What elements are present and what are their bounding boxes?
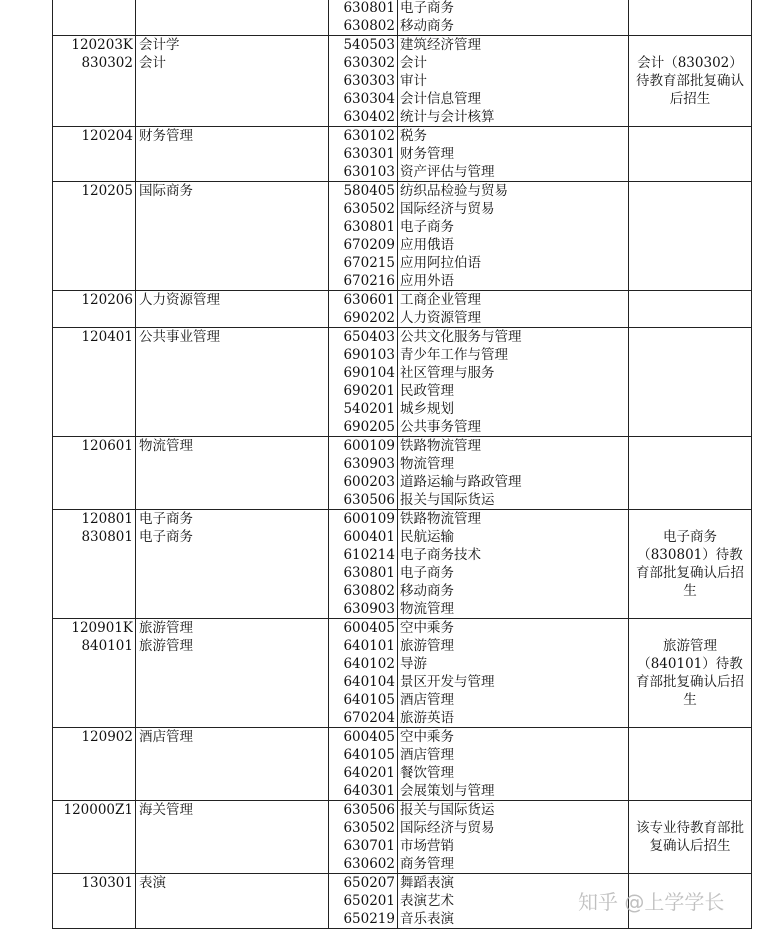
vocational-code-cell-line: 650207 [343, 875, 395, 891]
vocational-code-cell-line: 600203 [343, 474, 395, 490]
table-row [53, 437, 752, 510]
vocational-name-cell-line: 国际经济与贸易 [400, 201, 495, 217]
vocational-name-cell-line: 会计 [400, 55, 427, 71]
vocational-name-cell-line: 空中乘务 [400, 729, 454, 745]
table-row [53, 127, 752, 182]
vocational-name-cell-line: 电子商务技术 [400, 547, 481, 563]
undergrad-code-cell-line: 120000Z1 [63, 802, 133, 818]
vocational-code-cell-line: 690202 [343, 310, 395, 326]
vocational-name-cell-line: 应用阿拉伯语 [400, 255, 481, 271]
vocational-name-cell-line: 市场营销 [400, 838, 454, 854]
undergrad-name-cell-line: 会计 [139, 55, 166, 71]
vocational-name-cell [398, 291, 629, 328]
undergrad-name-cell-line: 物流管理 [139, 438, 193, 454]
table-row [53, 291, 752, 328]
vocational-code-cell [329, 328, 398, 437]
vocational-name-cell-line: 表演艺术 [400, 893, 454, 909]
undergrad-code-cell-line: 120401 [81, 329, 133, 345]
undergrad-name-cell [136, 36, 329, 127]
table-row [53, 728, 752, 801]
undergrad-name-cell [136, 127, 329, 182]
vocational-code-cell-line: 650219 [343, 911, 395, 927]
vocational-name-cell-line: 酒店管理 [400, 747, 454, 763]
vocational-name-cell-line: 铁路物流管理 [400, 511, 481, 527]
undergrad-code-cell [53, 291, 136, 328]
undergrad-name-cell-line: 人力资源管理 [139, 292, 220, 308]
table-body [53, 0, 752, 929]
undergrad-name-cell-line: 电子商务 [139, 529, 193, 545]
vocational-name-cell-line: 财务管理 [400, 146, 454, 162]
undergrad-name-cell-line: 表演 [139, 875, 166, 891]
vocational-code-cell [329, 127, 398, 182]
vocational-name-cell-line: 资产评估与管理 [400, 164, 495, 180]
undergrad-name-cell [136, 728, 329, 801]
vocational-code-cell-line: 630506 [343, 802, 395, 818]
remark-cell [629, 0, 752, 36]
undergrad-code-cell [53, 328, 136, 437]
table-row [53, 36, 752, 127]
table-row [53, 619, 752, 728]
vocational-name-cell [398, 182, 629, 291]
vocational-code-cell-line: 650201 [343, 893, 395, 909]
vocational-name-cell-line: 景区开发与管理 [400, 674, 495, 690]
vocational-code-cell-line: 670209 [343, 237, 395, 253]
table-row [53, 0, 752, 36]
vocational-code-cell-line: 630402 [343, 109, 395, 125]
vocational-name-cell [398, 0, 629, 36]
undergrad-name-cell-line: 会计学 [139, 37, 180, 53]
vocational-name-cell-line: 物流管理 [400, 601, 454, 617]
vocational-code-cell-line: 670215 [343, 255, 395, 271]
undergrad-code-cell [53, 874, 136, 929]
vocational-name-cell [398, 728, 629, 801]
vocational-code-cell-line: 690104 [343, 365, 395, 381]
vocational-code-cell-line: 600401 [343, 529, 395, 545]
vocational-name-cell-line: 城乡规划 [400, 401, 454, 417]
vocational-name-cell-line: 铁路物流管理 [400, 438, 481, 454]
vocational-name-cell-line: 道路运输与路政管理 [400, 474, 522, 490]
vocational-code-cell [329, 0, 398, 36]
vocational-code-cell-line: 630701 [343, 838, 395, 854]
vocational-code-cell-line: 690103 [343, 347, 395, 363]
vocational-name-cell-line: 报关与国际货运 [400, 802, 495, 818]
vocational-code-cell-line: 630103 [343, 164, 395, 180]
undergrad-code-cell-line: 130301 [81, 875, 133, 891]
undergrad-code-cell [53, 510, 136, 619]
vocational-code-cell-line: 630801 [343, 565, 395, 581]
vocational-name-cell [398, 801, 629, 874]
vocational-name-cell-line: 民航运输 [400, 529, 454, 545]
vocational-name-cell [398, 328, 629, 437]
vocational-name-cell-line: 国际经济与贸易 [400, 820, 495, 836]
vocational-code-cell [329, 182, 398, 291]
vocational-code-cell-line: 600109 [343, 511, 395, 527]
vocational-code-cell-line: 650403 [343, 329, 395, 345]
vocational-code-cell-line: 630304 [343, 91, 395, 107]
vocational-code-cell-line: 630301 [343, 146, 395, 162]
vocational-code-cell-line: 630801 [343, 0, 395, 16]
vocational-code-cell [329, 619, 398, 728]
undergrad-name-cell [136, 182, 329, 291]
vocational-name-cell-line: 会计信息管理 [400, 91, 481, 107]
vocational-name-cell-line: 旅游管理 [400, 638, 454, 654]
vocational-code-cell-line: 640104 [343, 674, 395, 690]
undergrad-code-cell-line: 830302 [81, 55, 133, 71]
vocational-code-cell-line: 600405 [343, 729, 395, 745]
remark-cell: 电子商务（830801）待教育部批复确认后招生 [629, 510, 752, 619]
undergrad-name-cell [136, 0, 329, 36]
undergrad-code-cell [53, 127, 136, 182]
vocational-code-cell-line: 630506 [343, 492, 395, 508]
vocational-code-cell [329, 437, 398, 510]
vocational-name-cell-line: 纺织品检验与贸易 [400, 183, 508, 199]
vocational-code-cell-line: 640301 [343, 783, 395, 799]
undergrad-code-cell-line: 120901K [71, 620, 133, 636]
undergrad-code-cell [53, 182, 136, 291]
vocational-code-cell [329, 510, 398, 619]
vocational-name-cell-line: 移动商务 [400, 583, 454, 599]
table-row [53, 510, 752, 619]
vocational-code-cell-line: 690201 [343, 383, 395, 399]
undergrad-code-cell-line: 120601 [81, 438, 133, 454]
vocational-code-cell-line: 640201 [343, 765, 395, 781]
vocational-code-cell [329, 801, 398, 874]
remark-cell [629, 127, 752, 182]
undergrad-code-cell-line: 830801 [81, 529, 133, 545]
undergrad-name-cell-line [139, 0, 328, 17]
vocational-name-cell-line: 会展策划与管理 [400, 783, 495, 799]
undergrad-code-cell [53, 437, 136, 510]
undergrad-name-cell-line: 财务管理 [139, 128, 193, 144]
vocational-name-cell-line: 人力资源管理 [400, 310, 481, 326]
undergrad-code-cell-line [53, 0, 133, 17]
vocational-name-cell-line: 餐饮管理 [400, 765, 454, 781]
vocational-name-cell-line: 旅游英语 [400, 710, 454, 726]
vocational-code-cell-line: 630903 [343, 456, 395, 472]
vocational-name-cell [398, 510, 629, 619]
vocational-code-cell [329, 728, 398, 801]
vocational-name-cell-line: 导游 [400, 656, 427, 672]
undergrad-name-cell [136, 328, 329, 437]
vocational-name-cell-line: 音乐表演 [400, 911, 454, 927]
vocational-code-cell-line: 630903 [343, 601, 395, 617]
vocational-code-cell-line: 540503 [343, 37, 395, 53]
undergrad-code-cell [53, 801, 136, 874]
vocational-code-cell-line: 630102 [343, 128, 395, 144]
remark-cell [629, 437, 752, 510]
vocational-code-cell [329, 291, 398, 328]
undergrad-code-cell-line: 120203K [71, 37, 133, 53]
undergrad-name-cell-line: 旅游管理 [139, 620, 193, 636]
undergrad-code-cell-line: 120204 [81, 128, 133, 144]
undergrad-code-cell-line: 120902 [81, 729, 133, 745]
undergrad-code-cell [53, 728, 136, 801]
vocational-code-cell-line: 640101 [343, 638, 395, 654]
undergrad-code-cell-line: 120206 [81, 292, 133, 308]
vocational-name-cell-line: 空中乘务 [400, 620, 454, 636]
undergrad-name-cell [136, 619, 329, 728]
undergrad-name-cell [136, 874, 329, 929]
undergrad-name-cell [136, 291, 329, 328]
vocational-code-cell-line: 630601 [343, 292, 395, 308]
vocational-code-cell-line: 630802 [343, 18, 395, 34]
undergrad-name-cell-line: 海关管理 [139, 802, 193, 818]
vocational-name-cell-line: 报关与国际货运 [400, 492, 495, 508]
vocational-name-cell-line: 商务管理 [400, 856, 454, 872]
vocational-name-cell-line: 青少年工作与管理 [400, 347, 508, 363]
vocational-code-cell-line: 600109 [343, 438, 395, 454]
vocational-code-cell-line: 630303 [343, 73, 395, 89]
vocational-code-cell-line: 640105 [343, 747, 395, 763]
remark-cell [629, 328, 752, 437]
vocational-name-cell [398, 437, 629, 510]
remark-cell: 旅游管理（840101）待教育部批复确认后招生 [629, 619, 752, 728]
remark-cell [629, 728, 752, 801]
vocational-name-cell-line: 公共文化服务与管理 [400, 329, 522, 345]
table-row [53, 328, 752, 437]
vocational-name-cell [398, 619, 629, 728]
vocational-name-cell-line: 民政管理 [400, 383, 454, 399]
vocational-code-cell-line: 630801 [343, 219, 395, 235]
vocational-name-cell-line: 酒店管理 [400, 692, 454, 708]
undergrad-name-cell-line: 电子商务 [139, 511, 193, 527]
undergrad-code-cell [53, 36, 136, 127]
vocational-name-cell [398, 127, 629, 182]
undergrad-code-cell-line: 120205 [81, 183, 133, 199]
vocational-name-cell-line: 物流管理 [400, 456, 454, 472]
major-mapping-table [52, 0, 752, 929]
vocational-code-cell-line: 630802 [343, 583, 395, 599]
vocational-code-cell-line: 600405 [343, 620, 395, 636]
remark-cell: 该专业待教育部批复确认后招生 [629, 801, 752, 874]
undergrad-code-cell-line: 120801 [81, 511, 133, 527]
remark-cell: 会计（830302）待教育部批复确认后招生 [629, 36, 752, 127]
vocational-name-cell-line: 应用俄语 [400, 237, 454, 253]
vocational-name-cell-line: 审计 [400, 73, 427, 89]
vocational-name-cell-line: 税务 [400, 128, 427, 144]
vocational-code-cell-line: 670204 [343, 710, 395, 726]
vocational-code-cell-line: 610214 [343, 547, 395, 563]
vocational-name-cell-line: 应用外语 [400, 273, 454, 289]
vocational-name-cell [398, 36, 629, 127]
watermark: 知乎 @上学学长 [578, 890, 725, 914]
vocational-code-cell-line: 640105 [343, 692, 395, 708]
table-row [53, 801, 752, 874]
undergrad-name-cell [136, 510, 329, 619]
vocational-code-cell-line: 690205 [343, 419, 395, 435]
vocational-name-cell-line: 电子商务 [400, 565, 454, 581]
undergrad-name-cell-line: 公共事业管理 [139, 329, 220, 345]
table-row [53, 182, 752, 291]
vocational-code-cell-line: 540201 [343, 401, 395, 417]
vocational-name-cell-line: 社区管理与服务 [400, 365, 495, 381]
vocational-name-cell-line: 电子商务 [400, 219, 454, 235]
undergrad-code-cell-line: 840101 [81, 638, 133, 654]
vocational-code-cell [329, 874, 398, 929]
undergrad-name-cell-line: 国际商务 [139, 183, 193, 199]
vocational-name-cell-line: 舞蹈表演 [400, 875, 454, 891]
vocational-code-cell-line: 640102 [343, 656, 395, 672]
vocational-name-cell-line: 统计与会计核算 [400, 109, 495, 125]
vocational-code-cell-line: 630602 [343, 856, 395, 872]
undergrad-code-cell [53, 619, 136, 728]
vocational-code-cell-line: 630502 [343, 201, 395, 217]
remark-cell [629, 182, 752, 291]
remark-cell [629, 291, 752, 328]
vocational-code-cell-line: 630302 [343, 55, 395, 71]
vocational-code-cell-line: 630502 [343, 820, 395, 836]
vocational-name-cell-line: 建筑经济管理 [400, 37, 481, 53]
vocational-code-cell-line: 670216 [343, 273, 395, 289]
undergrad-name-cell [136, 437, 329, 510]
vocational-name-cell-line: 工商企业管理 [400, 292, 481, 308]
vocational-name-cell-line: 公共事务管理 [400, 419, 481, 435]
vocational-name-cell-line: 电子商务 [400, 0, 454, 16]
undergrad-code-cell [53, 0, 136, 36]
vocational-code-cell-line: 580405 [343, 183, 395, 199]
undergrad-name-cell-line: 旅游管理 [139, 638, 193, 654]
undergrad-name-cell [136, 801, 329, 874]
vocational-name-cell-line: 移动商务 [400, 18, 454, 34]
vocational-code-cell [329, 36, 398, 127]
undergrad-name-cell-line: 酒店管理 [139, 729, 193, 745]
